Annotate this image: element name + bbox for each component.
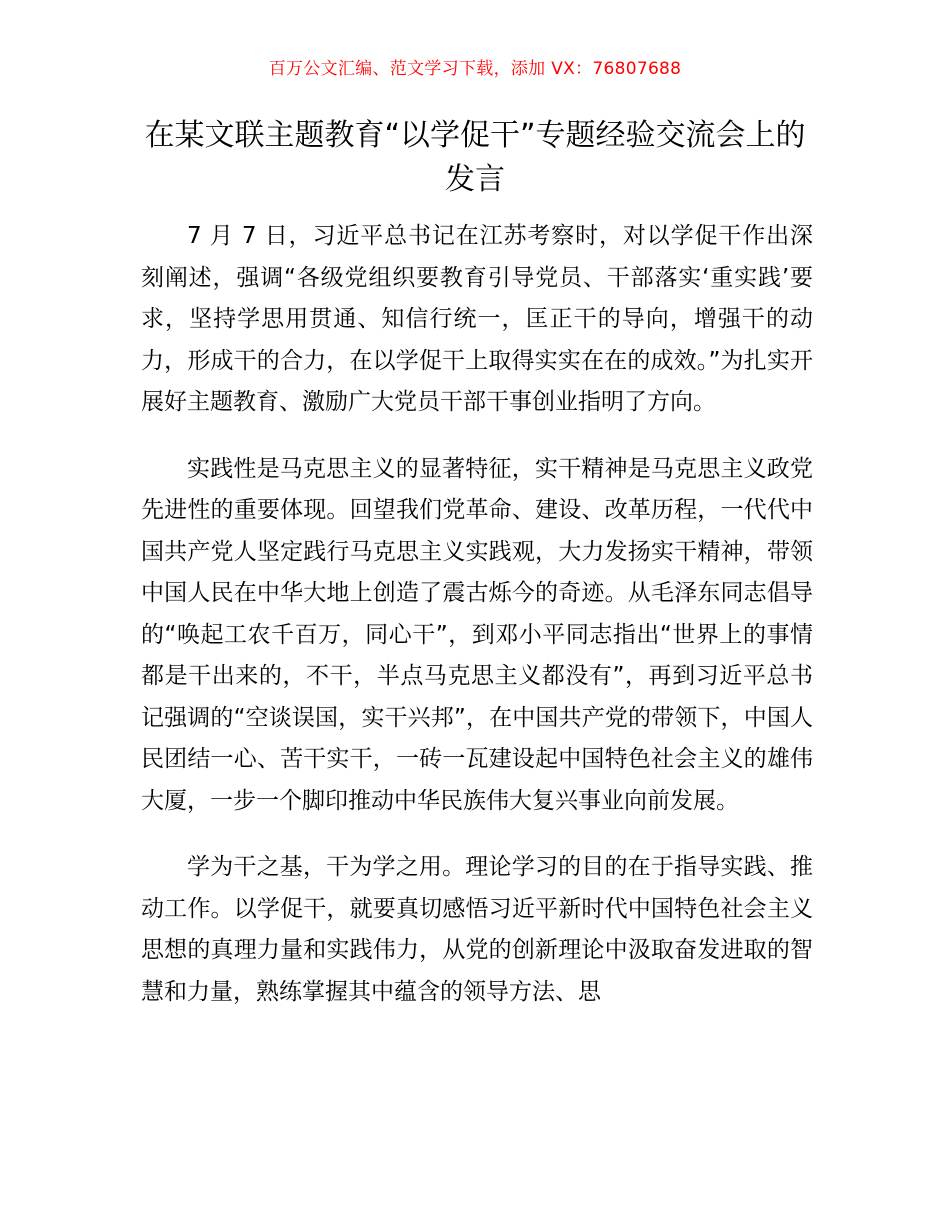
document-body <box>141 216 813 1013</box>
document-title: 在某文联主题教育“以学促干”专题经验交流会上的发言 <box>144 118 806 197</box>
paragraph-2: 实践性是马克思主义的显著特征，实干精神是马克思主义政党先进性的重要体现。回望我们党革命、建设、改革历程，一代代中国共产党人坚定践行马克思主义实践观，大力发扬实干精神，带领中国人民在中华大地上创造了震古烁今的奇迹。从毛泽东同志倡导的“唤起工农千百万，同心干”，到邓小平同志指出“世界上的事情都是干出来的，不干，半点马克思主义都没有”，再到习近平总书记强调的“空谈误国，实干兴邦”，在中国共产党的带领下，中国人民团结一心、苦干实干，一砖一瓦建设起中国特色社会主义的雄伟大厦，一步一个脚印推动中华民族伟大复兴事业向前发展。 <box>141 455 813 814</box>
header-banner: 百万公文汇编、范文学习下载，添加 VX：76807688 <box>268 59 682 79</box>
paragraph-3: 学为干之基，干为学之用。理论学习的目的在于指导实践、推动工作。以学促干，就要真切感悟习近平新时代中国特色社会主义思想的真理力量和实践伟力，从党的创新理论中汲取奋发进取的智慧和力量，熟练掌握其中蕴含的领导方法、思 <box>141 854 813 1005</box>
paragraph-1: 7 月 7 日，习近平总书记在江苏考察时，对以学促干作出深刻阐述，强调“各级党组织要教育引导党员、干部落实‘重实践’要求，坚持学思用贯通、知信行统一，匡正干的导向，增强干的动力，形成干的合力，在以学促干上取得实实在在的成效。”为扎实开展好主题教育、激励广大党员干部干事创业指明了方向。 <box>141 223 813 415</box>
